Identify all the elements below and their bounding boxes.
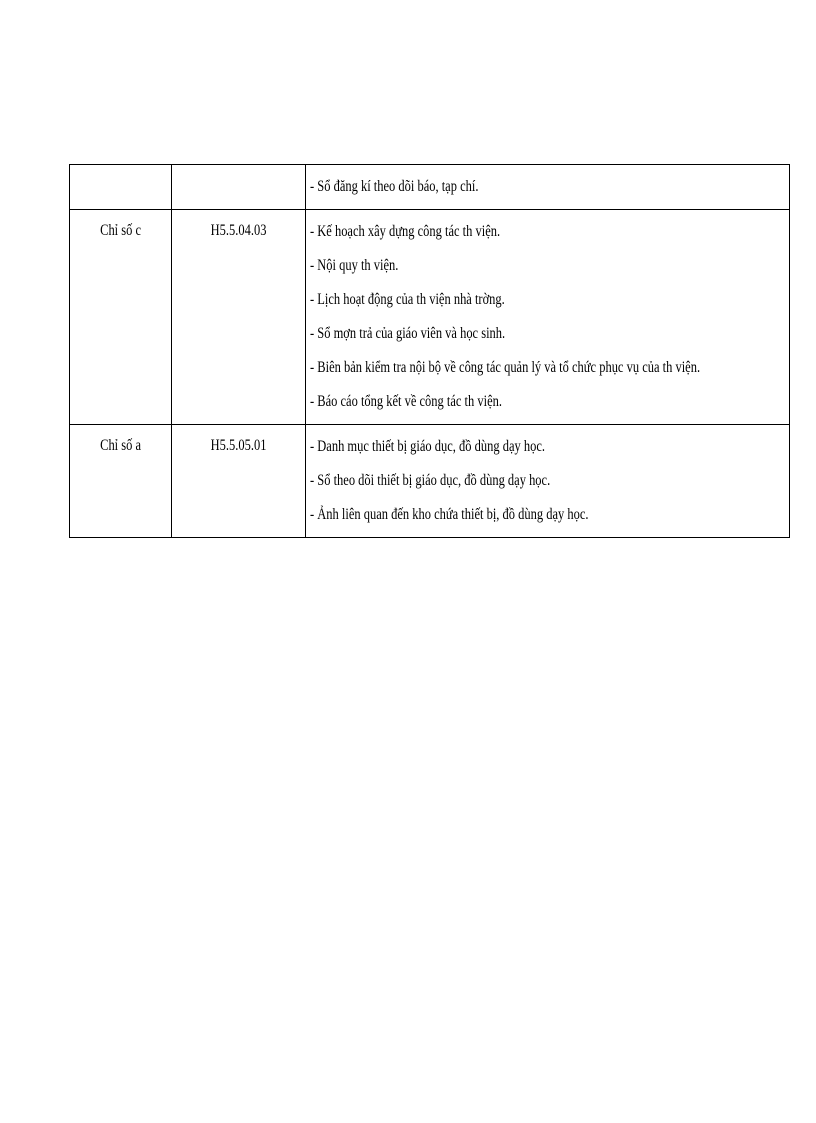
criterion-cell: [70, 165, 172, 210]
table-row: [70, 165, 790, 210]
code-cell: [172, 165, 306, 210]
evidence-list: [306, 425, 789, 537]
evidence-item: - Sổ theo dõi thiết bị giáo dục, đồ dùng dạy học.: [310, 472, 551, 489]
evidence-item: - Lịch hoạt động của th viện nhà trờng.: [310, 291, 506, 308]
evidence-item: - Sổ mợn trả của giáo viên và học sinh.: [310, 325, 506, 342]
evidence-cell: [306, 165, 790, 210]
evidence-table: [69, 164, 790, 538]
evidence-item: - Sổ đăng kí theo dõi báo, tạp chí.: [310, 178, 479, 195]
code-cell: [172, 210, 306, 425]
evidence-item: - Ảnh liên quan đến kho chứa thiết bị, đồ dùng dạy học.: [310, 506, 589, 523]
evidence-cell: [306, 210, 790, 425]
criterion-cell: [70, 210, 172, 425]
evidence-code: H5.5.05.01: [210, 437, 267, 454]
evidence-item: - Biên bản kiểm tra nội bộ về công tác quản lý và tổ chức phục vụ của th viện.: [310, 359, 701, 376]
criterion-label: Chỉ số c: [100, 222, 142, 239]
criterion-cell: [70, 425, 172, 538]
table-row: [70, 425, 790, 538]
evidence-code: [187, 165, 291, 175]
evidence-list: [306, 210, 789, 424]
evidence-item: - Báo cáo tổng kết về công tác th viện.: [310, 393, 503, 410]
criterion-label: Chỉ số a: [100, 437, 142, 454]
evidence-item: - Kế hoạch xây dựng công tác th viện.: [310, 223, 501, 240]
evidence-list: [306, 165, 789, 209]
evidence-code: H5.5.04.03: [210, 222, 267, 239]
table-row: [70, 210, 790, 425]
criterion-label: [81, 165, 160, 175]
evidence-item: - Danh mục thiết bị giáo dục, đồ dùng dạy học.: [310, 438, 546, 455]
evidence-cell: [306, 425, 790, 538]
evidence-item: - Nội quy th viện.: [310, 257, 399, 274]
code-cell: [172, 425, 306, 538]
